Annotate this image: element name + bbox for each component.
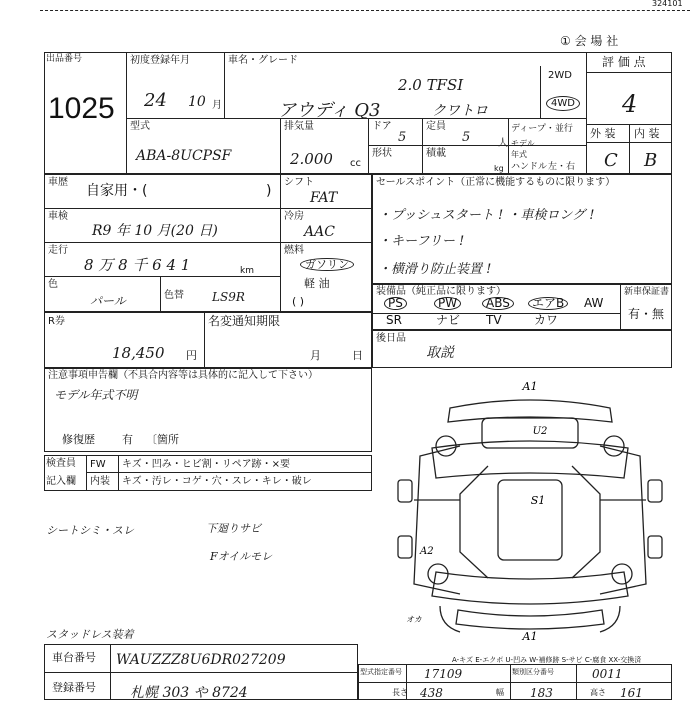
warranty-label: 新車保証書 (624, 287, 670, 297)
car-damage-diagram (380, 376, 680, 646)
shape-row-rule (368, 145, 586, 146)
sales-line2: ・キーフリー ! (378, 234, 465, 249)
fuel-paren: ( ) (292, 295, 305, 308)
inspector-rule (86, 472, 372, 473)
history-divider (280, 174, 281, 312)
inspector-row1: キズ・凹み・ヒビ割・リペア跡・×要 (122, 459, 290, 470)
aftermarket-frame (372, 330, 672, 368)
history-label: 車歴 (48, 177, 68, 188)
fuel-gasoline: ガソリン (300, 258, 354, 271)
disp-divider (368, 118, 369, 174)
cc-unit: cc (350, 158, 361, 169)
history-close: ) (266, 183, 272, 199)
equip-airbag: エアB (528, 297, 568, 310)
diagram-mark-windshield: U2 (532, 426, 548, 437)
remark-left: シートシミ・スレ (46, 524, 134, 537)
inspector-label: 検査員 (46, 458, 76, 469)
inspector-div1 (86, 455, 87, 491)
doors-value: 5 (398, 130, 407, 145)
color-value: パール (90, 294, 126, 308)
inspector-fw: FW (90, 459, 106, 470)
diagram-mark-roof: S1 (530, 494, 546, 507)
br-div3 (576, 664, 577, 700)
inspection-value: R9 年 10 月(20 日) (92, 223, 218, 239)
remark-right1: 下廻りサビ (206, 522, 261, 535)
entry-label: 記入欄 (46, 476, 76, 487)
grade-mid-rule (629, 124, 630, 174)
model-value: ABA-8UCPSF (136, 148, 232, 164)
name-change-day: 日 (352, 349, 363, 362)
first-reg-unit: 月 (212, 100, 222, 111)
load-label: 積載 (426, 148, 446, 159)
interior-label: 内 装 (634, 127, 660, 140)
warranty-value: 有・無 (628, 307, 665, 321)
grade-sub-rule2 (586, 142, 672, 143)
repair-part: 〔箇所 (146, 433, 179, 446)
drive-2wd: 2WD (548, 70, 572, 81)
rtax-label: R券 (48, 316, 65, 327)
shift-value: FAT (310, 190, 338, 206)
interior-grade: B (644, 150, 658, 171)
displacement-label: 排気量 (284, 121, 314, 132)
reg-divider (224, 52, 225, 118)
displacement-value: 2.000 (290, 150, 333, 168)
fuel-label: 燃料 (284, 245, 304, 256)
fuel-diesel: 軽 油 (304, 277, 330, 290)
type-no-value: 17109 (424, 667, 463, 681)
ac-value: AAC (304, 224, 335, 240)
type-no-label: 型式指定番号 (360, 668, 402, 676)
first-reg-label: 初度登録年月 (130, 55, 190, 66)
inspector-row2: キズ・汚レ・コゲ・穴・スレ・キレ・破レ (122, 476, 312, 487)
inspection-label: 車検 (48, 211, 68, 222)
inspector-interior: 内装 (90, 476, 110, 487)
model-label: 型式 (130, 121, 150, 132)
equip-navi: ナビ (436, 313, 461, 327)
grade-title: 評 価 点 (602, 55, 646, 69)
ac-label: 冷房 (284, 211, 304, 222)
shape-label: 形状 (372, 148, 392, 159)
color-code: LS9R (212, 290, 245, 304)
bottom-rule (44, 672, 358, 673)
cap-divider (508, 118, 509, 174)
equip-leather: カワ (534, 313, 559, 327)
handle-value: 左・右 (548, 162, 576, 172)
equip-tv: TV (486, 313, 502, 327)
color-code-label: 色替 (164, 290, 184, 301)
equip-ps: PS (384, 297, 407, 310)
class-no-label: 類別区分番号 (512, 668, 554, 676)
mileage-label: 走行 (48, 245, 68, 256)
equipment-title: 装備品（純正品に限ります） (376, 286, 506, 297)
name-change-month: 月 (310, 349, 321, 362)
handle-label: ハンドル (511, 162, 548, 172)
notes-title: 注意事項申告欄（不具合内容等は具体的に記入して下さい） (48, 370, 318, 381)
height-label: 高さ (590, 688, 606, 697)
history-value: 自家用・( (86, 183, 148, 199)
equip-sr: SR (386, 313, 402, 327)
br-div2 (510, 664, 511, 700)
length-value: 438 (420, 686, 443, 700)
height-value: 161 (620, 686, 643, 700)
model-row-rule (126, 118, 586, 119)
drive-4wd: 4WD (546, 96, 580, 111)
equip-abs: ABS (482, 297, 514, 310)
lot-divider (126, 52, 127, 174)
history-rule2 (44, 242, 372, 243)
model-divider (280, 118, 281, 174)
sales-line3: ・横滑り防止装置 ! (378, 262, 492, 277)
shift-label: シフト (284, 177, 314, 188)
capacity-label: 定員 (426, 121, 446, 132)
rtax-value: 18,450 (112, 344, 165, 362)
color-label: 色 (48, 279, 58, 290)
name-change-label: 名変通知期限 (208, 314, 281, 328)
drive-divider (540, 66, 541, 118)
warranty-divider (620, 284, 621, 330)
rtax-divider (204, 312, 205, 368)
grade-text: 2.0 TFSI (398, 76, 464, 94)
notes-text: モデル年式不明 (54, 388, 138, 402)
rtax-unit: 円 (186, 349, 197, 362)
car-name: アウディ Q3 (278, 100, 381, 121)
grade-divider (586, 52, 587, 174)
inspector-div2 (118, 455, 119, 491)
mileage-value: 8 万 8 千 6 4 1 (84, 256, 191, 274)
seat-layout: ディープ・並行 (511, 124, 573, 134)
repair-label: 修復歴 (62, 433, 95, 446)
doors-divider (422, 118, 423, 174)
exterior-grade: C (604, 150, 618, 171)
diagram-mark-top: A1 (522, 380, 538, 393)
aftermarket-value: 取説 (426, 345, 454, 361)
lot-label: 出品番号 (46, 54, 83, 64)
kg-unit: kg (494, 164, 504, 173)
first-reg-month: 10 (188, 94, 206, 110)
chassis-label: 車台番号 (52, 651, 96, 664)
remark-bottom: スタッドレス装着 (46, 628, 134, 641)
doors-label: ドア (372, 121, 392, 132)
chassis-value: WAUZZZ8U6DR027209 (116, 652, 286, 668)
aftermarket-label: 後日品 (376, 333, 406, 344)
length-label: 長さ (392, 688, 408, 697)
km-unit: km (240, 266, 254, 276)
color-divider (160, 276, 161, 312)
remark-right2: Fオイルモレ (210, 550, 273, 563)
equip-pw: PW (434, 297, 461, 310)
diagram-mark-wheel: オカ (406, 615, 422, 624)
diagram-mark-side: A2 (420, 546, 434, 557)
car-name-label: 車名・グレード (228, 55, 298, 66)
grade-title-rule (586, 72, 672, 73)
capacity-value: 5 (462, 130, 471, 145)
sales-title: セールスポイント（正常に機能するものに限ります） (376, 177, 616, 188)
sales-line1: ・プッシュスタート ! ・車検ロング ! (378, 208, 595, 223)
diagram-mark-rear: A1 (522, 630, 538, 643)
width-label: 幅 (496, 688, 504, 697)
bottom-divider (110, 644, 111, 700)
corner-code: 324101 (652, 0, 683, 8)
equip-aw: AW (584, 296, 604, 310)
lot-number: 1025 (48, 92, 115, 125)
model-year-label: モデル年式 (511, 139, 535, 159)
exterior-label: 外 装 (590, 127, 616, 140)
top-rule (40, 10, 690, 11)
history-rule1 (44, 208, 372, 209)
class-no-value: 0011 (592, 667, 623, 681)
grade-score: 4 (622, 90, 638, 118)
repair-value: 有 (122, 433, 133, 446)
reg-value: 札幌 303 や 8724 (130, 685, 248, 701)
ribbon: ① 会 場 社 (560, 34, 619, 48)
first-reg-year: 24 (144, 90, 167, 111)
trim-text: クワトロ (432, 103, 488, 119)
person-unit: 人 (498, 138, 508, 149)
diagram-legend: A-キズ E-エクボ U-凹み W-補修跡 S-サビ C-腐食 XX-交換済 (452, 656, 642, 664)
reg-label: 登録番号 (52, 681, 96, 694)
width-value: 183 (530, 686, 553, 700)
